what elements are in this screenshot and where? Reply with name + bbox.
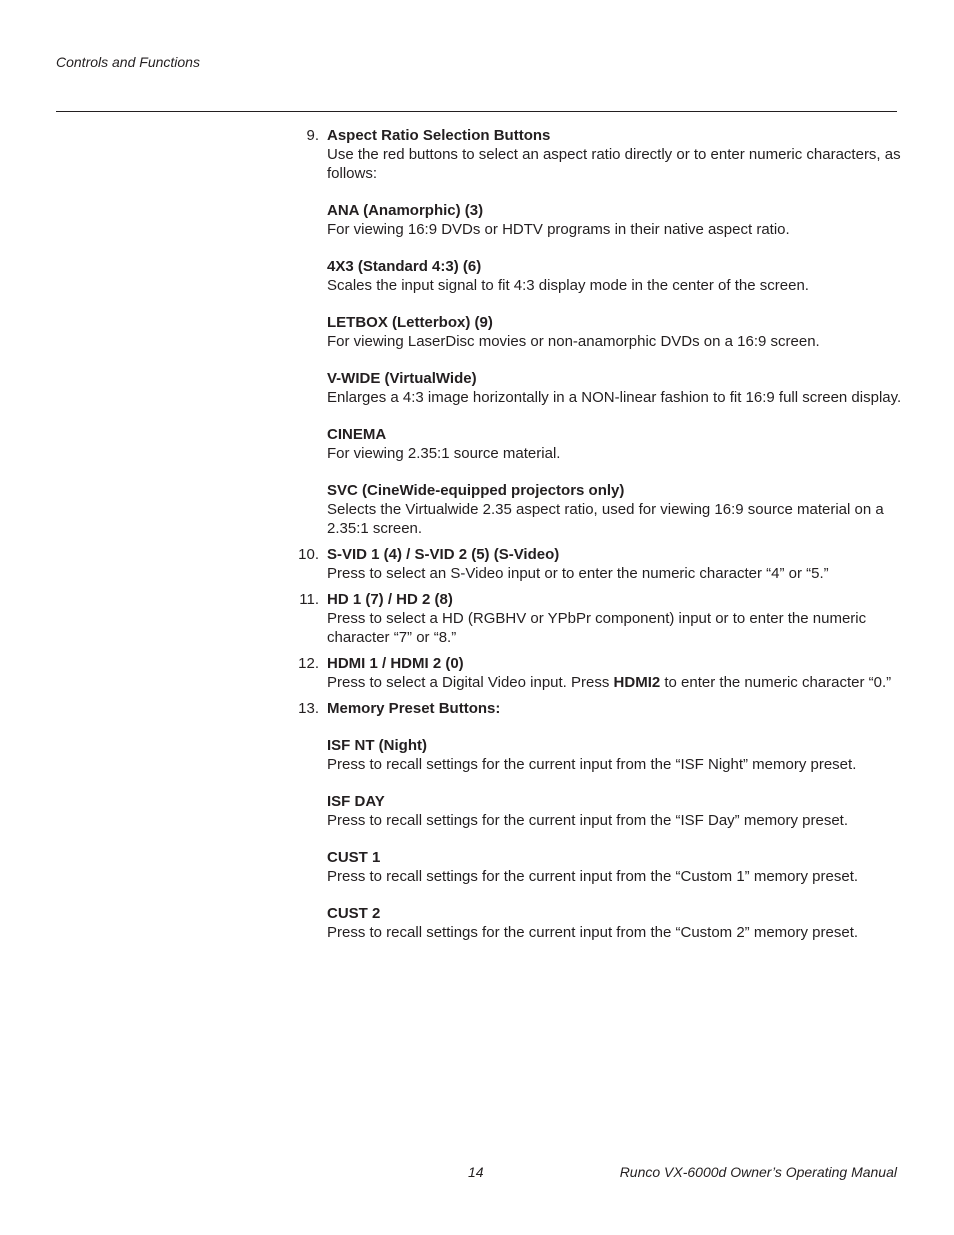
page-number: 14 — [468, 1164, 484, 1180]
sub-item-title: CINEMA — [327, 426, 387, 443]
list-item-12 — [298, 654, 902, 692]
sub-item-letbox — [327, 313, 902, 351]
sub-item-cust-2 — [327, 904, 902, 942]
item-text: Use the red buttons to select an aspect ratio directly or to enter numeric characters, as follows: — [327, 146, 901, 182]
header-rule — [56, 111, 897, 112]
sub-item-cust-1 — [327, 848, 902, 886]
sub-item-text: Scales the input signal to fit 4:3 display mode in the center of the screen. — [327, 277, 809, 294]
item-text: Press to select an S-Video input or to enter the numeric character “4” or “5.” — [327, 565, 829, 582]
sub-item-title: ISF NT (Night) — [327, 737, 427, 754]
manual-title: Runco VX-6000d Owner’s Operating Manual — [619, 1164, 897, 1180]
item-title: S-VID 1 (4) / S-VID 2 (5) (S-Video) — [327, 546, 560, 563]
sub-item-isf-day — [327, 792, 902, 830]
sub-item-text: For viewing LaserDisc movies or non-anamorphic DVDs on a 16:9 screen. — [327, 333, 820, 350]
sub-item-title: LETBOX (Letterbox) (9) — [327, 314, 493, 331]
item-number: 9. — [306, 127, 319, 144]
sub-item-text: Press to recall settings for the current input from the “ISF Night” memory preset. — [327, 756, 857, 773]
sub-item-vwide — [327, 369, 902, 407]
running-header: Controls and Functions — [56, 54, 200, 70]
sub-item-cinema — [327, 425, 902, 463]
list-item-13 — [298, 699, 902, 942]
item-text-after: to enter the numeric character “0.” — [660, 674, 892, 691]
item-text-before: Press to select a Digital Video input. Press — [327, 674, 614, 691]
sub-item-title: ANA (Anamorphic) (3) — [327, 202, 484, 219]
sub-item-text: Selects the Virtualwide 2.35 aspect ratio, used for viewing 16:9 source material on a 2.35:1 screen. — [327, 501, 884, 537]
sub-item-text: Press to recall settings for the current input from the “ISF Day” memory preset. — [327, 812, 849, 829]
sub-item-text: Press to recall settings for the current input from the “Custom 2” memory preset. — [327, 924, 859, 941]
list-item-9 — [306, 126, 902, 538]
sub-item-title: CUST 1 — [327, 849, 381, 866]
sub-item-title: 4X3 (Standard 4:3) (6) — [327, 258, 482, 275]
item-number: 10. — [298, 546, 319, 563]
sub-item-title: CUST 2 — [327, 905, 381, 922]
sub-item-isf-nt — [327, 736, 902, 774]
item-text-bold: HDMI2 — [613, 674, 661, 691]
sub-item-ana — [327, 201, 902, 239]
list-item-11 — [299, 590, 902, 647]
sub-item-title: SVC (CineWide-equipped projectors only) — [327, 482, 625, 499]
sub-item-text: For viewing 16:9 DVDs or HDTV programs in their native aspect ratio. — [327, 221, 790, 238]
list-item-10 — [298, 545, 902, 583]
item-title: Memory Preset Buttons: — [327, 700, 501, 717]
page-content — [298, 126, 902, 949]
sub-item-text: For viewing 2.35:1 source material. — [327, 445, 561, 462]
sub-item-title: ISF DAY — [327, 793, 385, 810]
item-title: HD 1 (7) / HD 2 (8) — [327, 591, 453, 608]
item-number: 11. — [299, 591, 319, 608]
sub-item-4x3 — [327, 257, 902, 295]
item-title: Aspect Ratio Selection Buttons — [327, 127, 551, 144]
item-title: HDMI 1 / HDMI 2 (0) — [327, 655, 464, 672]
item-number: 12. — [298, 655, 319, 672]
item-text: Press to select a HD (RGBHV or YPbPr component) input or to enter the numeric character “7” or “8.” — [327, 610, 867, 646]
sub-item-text: Enlarges a 4:3 image horizontally in a NON-linear fashion to fit 16:9 full screen display. — [327, 389, 902, 406]
sub-item-svc — [327, 481, 902, 538]
sub-item-title: V-WIDE (VirtualWide) — [327, 370, 477, 387]
item-text — [327, 673, 902, 692]
item-number: 13. — [298, 700, 319, 717]
sub-item-text: Press to recall settings for the current input from the “Custom 1” memory preset. — [327, 868, 859, 885]
